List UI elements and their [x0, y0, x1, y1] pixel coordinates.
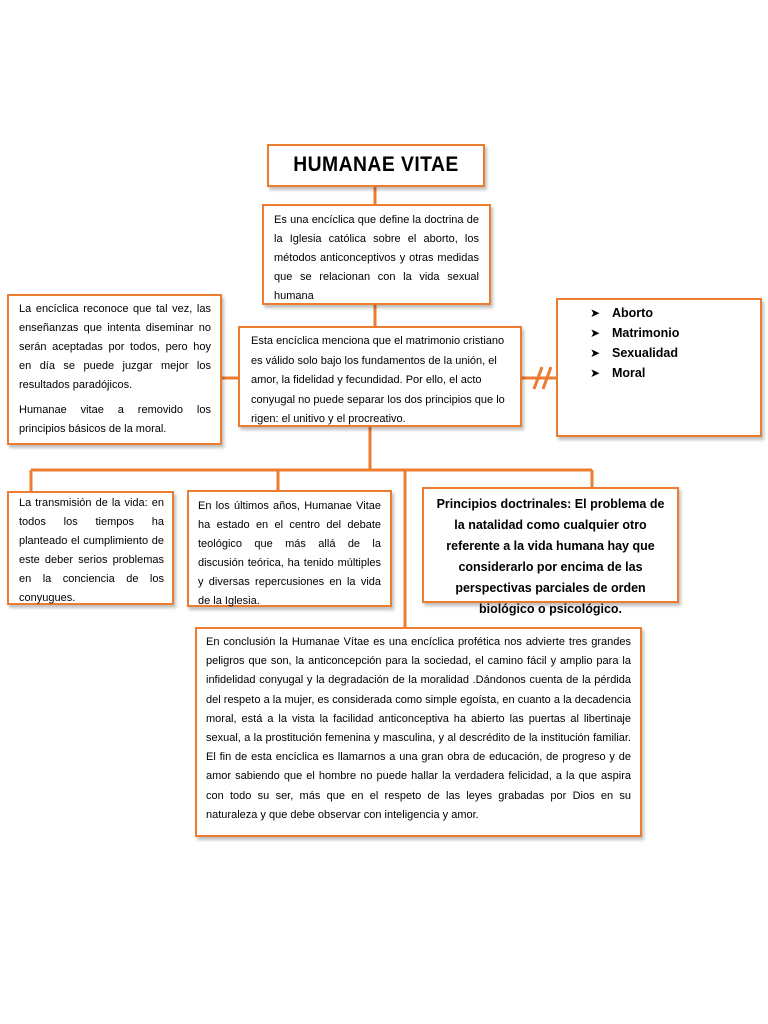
topic-item [590, 323, 760, 343]
definition-box [262, 204, 491, 305]
topic-label: Aborto [612, 306, 653, 320]
central-box [238, 326, 522, 427]
title-text: HUMANAE VITAE [293, 153, 459, 176]
arrow-bullet-icon: ➤ [590, 326, 601, 340]
title-box [267, 144, 485, 187]
arrow-bullet-icon: ➤ [590, 346, 601, 360]
left-text-1: La encíclica reconoce que tal vez, las enseñanzas que intenta diseminar no serán aceptadas por todos, pero hoy en día se puede juzgar mejor los resultados paradójicos. [19, 303, 211, 391]
topic-label: Sexualidad [612, 346, 678, 360]
ultimos-text: En los últimos años, Humanae Vitae ha estado en el centro del debate teológico que más allá de la discusión teórica, ha tenido múltiples y diversas repercusiones en la vida de la Iglesia. [198, 500, 381, 607]
principios-box [422, 487, 679, 616]
principios-text: Principios doctrinales: El problema de la natalidad como cualquier otro referente a la vida humana hay que considerarlo por encima de las perspectivas parciales de orden biológico o psicológico. [436, 497, 665, 616]
topic-label: Matrimonio [612, 326, 680, 340]
topics-list [590, 303, 760, 383]
transmision-text: La transmisión de la vida: en todos los tiempos ha planteado el cumplimiento de este deber serios problemas en la conciencia de los conyugues. [19, 497, 164, 604]
conclusion-box [195, 627, 642, 837]
topic-item [590, 343, 760, 363]
arrow-bullet-icon: ➤ [590, 366, 601, 380]
arrow-bullet-icon: ➤ [590, 306, 601, 320]
topic-item [590, 303, 760, 323]
left-box [7, 294, 222, 445]
topics-box [556, 298, 762, 437]
conclusion-text: En conclusión la Humanae Vítae es una encíclica profética nos advierte tres grandes peligros que son, la anticoncepción para la sociedad, el camino fácil y amplio para la infidelidad conyugal y la degradación de la moralidad .Dándonos cuenta de la pérdida del respeto a la mujer, es considerada como simple egoísta, en cuanto a la decadencia moral, está a la vista la facilidad anticonceptiva ha abierto las puertas al libertinaje sexual, a la prostitución femenina y masculina, y al descrédito de la institución familiar. El fin de esta encíclica es llamarnos a una gran obra de educación, de progreso y de amor sabiendo que el hombre no puede hallar la verdadera felicidad, a la que aspira con todo su ser, más que en el respeto de las leyes grabadas por Dios en su naturaleza y que debe observar con inteligencia y amor. [206, 636, 631, 821]
definition-text: Es una encíclica que define la doctrina de la Iglesia católica sobre el aborto, los métodos anticonceptivos y otras medidas que se relacionan con la vida sexual humana [274, 214, 479, 302]
transmision-box [7, 491, 174, 605]
topic-label: Moral [612, 366, 646, 380]
ultimos-box [187, 490, 392, 607]
central-text: Esta encíclica menciona que el matrimonio cristiano es válido solo bajo los fundamentos de la unión, el amor, la fidelidad y fecundidad. Por ello, el acto conyugal no puede separar los dos principios que lo rigen: el unitivo y el procreativo. [251, 335, 505, 425]
left-text-2: Humanae vitae a removido los principios básicos de la moral. [19, 404, 211, 435]
topic-item [590, 363, 760, 383]
